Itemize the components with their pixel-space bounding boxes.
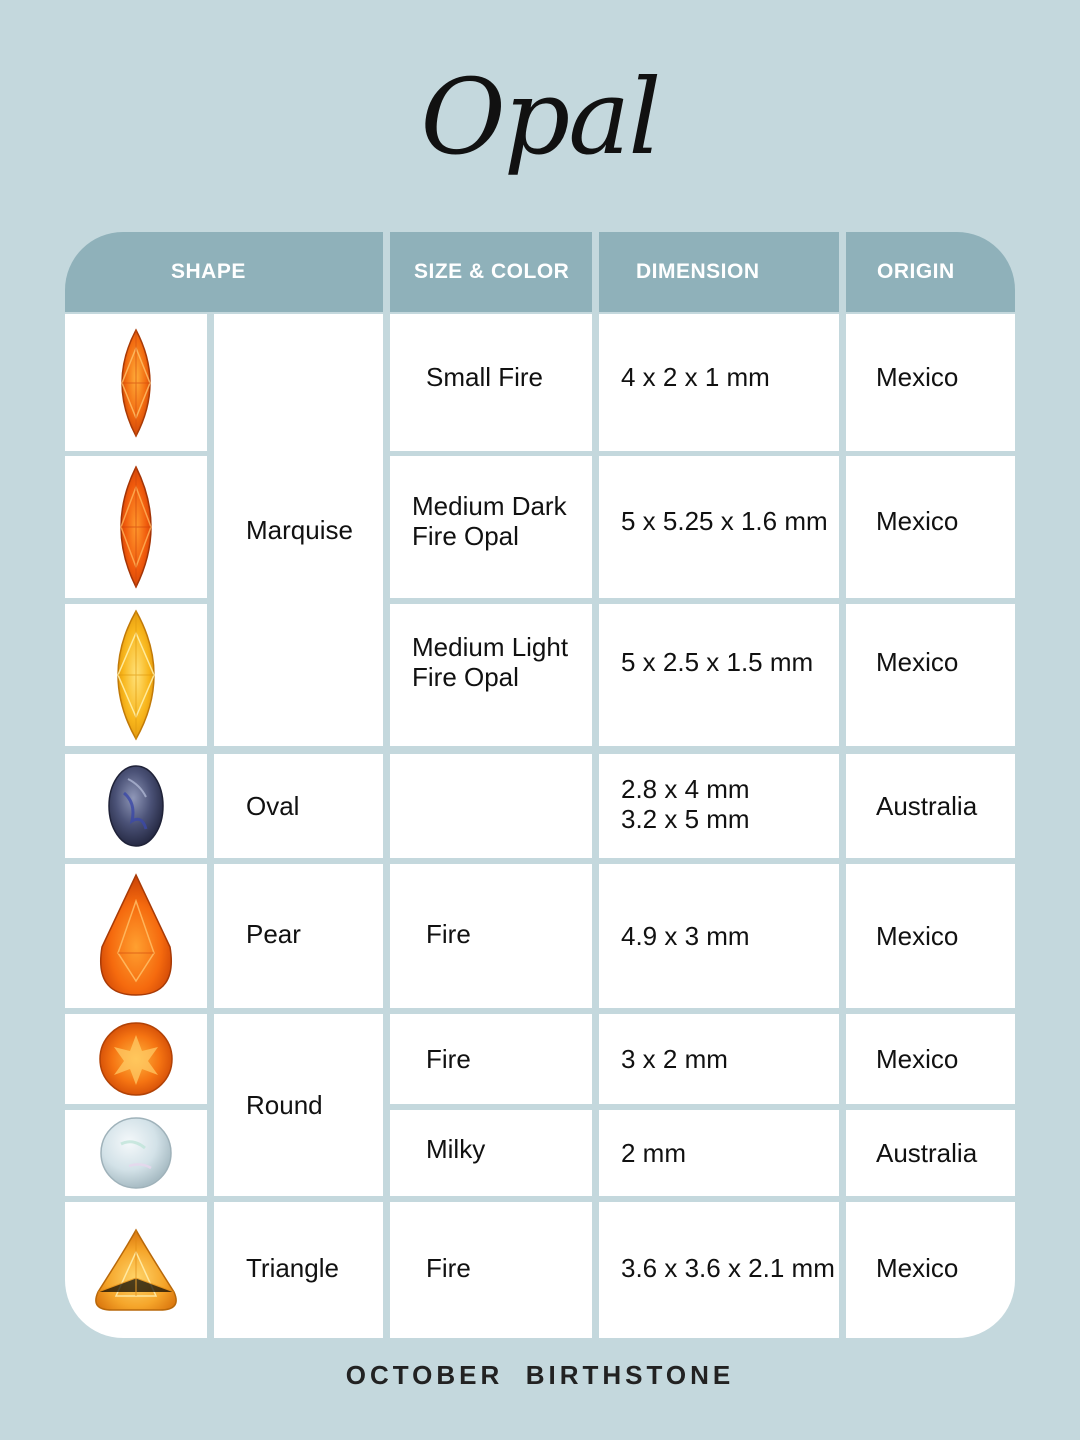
size-color-label: Medium Light Fire Opal [412, 632, 569, 692]
shape-cell-triangle [214, 1202, 383, 1338]
size-color-cell [390, 456, 592, 598]
stone-cell [65, 456, 207, 598]
origin-cell [846, 1202, 1015, 1338]
header-origin [846, 232, 1015, 312]
dimension-cell [599, 1110, 839, 1196]
header-dimension-label: DIMENSION [636, 260, 760, 283]
dimension-cell [599, 1014, 839, 1104]
size-color-cell [390, 604, 592, 746]
yellow-marquise-stone-icon [98, 609, 174, 741]
shape-cell-oval [214, 754, 383, 858]
origin-cell [846, 456, 1015, 598]
stone-cell [65, 314, 207, 451]
orange-marquise-stone-icon [106, 328, 166, 438]
size-color-label: Fire [426, 1044, 471, 1074]
origin-cell [846, 314, 1015, 451]
dimension-value: 4 x 2 x 1 mm [621, 361, 770, 392]
shape-label: Marquise [246, 515, 353, 545]
stone-cell [65, 864, 207, 1008]
header-shape-label: SHAPE [171, 260, 246, 283]
orange-round-stone-icon [98, 1021, 174, 1097]
page-title: Opal [420, 56, 660, 178]
origin-value: Mexico [876, 1044, 959, 1074]
stone-cell [65, 604, 207, 746]
size-color-cell [390, 1202, 592, 1338]
stone-cell [65, 754, 207, 858]
origin-cell [846, 1110, 1015, 1196]
dimension-value: 3 x 2 mm [621, 1044, 728, 1074]
dimension-cell [599, 456, 839, 598]
header-shape [65, 232, 383, 312]
stone-cell [65, 1110, 207, 1196]
orange-pear-stone-icon [96, 873, 176, 999]
dimension-value: 3.6 x 3.6 x 2.1 mm [621, 1253, 835, 1283]
origin-cell [846, 864, 1015, 1008]
size-color-cell [390, 314, 592, 451]
dimension-value: 5 x 5.25 x 1.6 mm [621, 506, 828, 536]
size-color-cell [390, 1014, 592, 1104]
dimension-cell [599, 754, 839, 858]
dimension-value: 4.9 x 3 mm [621, 921, 750, 951]
header-size-color [390, 232, 592, 312]
header-origin-label: ORIGIN [877, 260, 955, 283]
size-color-label: Medium Dark Fire Opal [412, 491, 567, 551]
shape-cell-round [214, 1014, 383, 1196]
dimension-cell [599, 604, 839, 746]
origin-cell [846, 1014, 1015, 1104]
stone-cell [65, 1014, 207, 1104]
origin-value: Mexico [876, 1253, 959, 1283]
dimension-value: 5 x 2.5 x 1.5 mm [621, 647, 814, 677]
blue-oval-stone-icon [106, 763, 166, 849]
origin-value: Mexico [876, 361, 959, 392]
shape-cell-pear [214, 864, 383, 1008]
origin-cell [846, 604, 1015, 746]
origin-value: Australia [876, 791, 978, 821]
footer-caption: OCTOBER BIRTHSTONE [345, 1360, 735, 1390]
stone-cell [65, 1202, 207, 1338]
shape-label: Oval [246, 791, 300, 821]
header-size-color-label: SIZE & COLOR [414, 260, 570, 283]
orange-trillion-stone-icon [90, 1226, 182, 1314]
dark-orange-marquise-stone-icon [104, 465, 168, 589]
shape-cell-marquise [214, 314, 383, 746]
dimension-value: 2 mm [621, 1138, 686, 1168]
origin-cell [846, 754, 1015, 858]
opal-table [65, 232, 1015, 1338]
dimension-cell [599, 864, 839, 1008]
header-dimension [599, 232, 839, 312]
origin-value: Mexico [876, 647, 959, 677]
dimension-value: 2.8 x 4 mm 3.2 x 5 mm [621, 774, 750, 834]
origin-value: Mexico [876, 506, 959, 536]
origin-value: Australia [876, 1138, 978, 1168]
size-color-cell [390, 864, 592, 1008]
shape-label: Pear [246, 919, 301, 949]
shape-label: Round [246, 1090, 323, 1120]
size-color-cell [390, 1110, 592, 1196]
dimension-cell [599, 314, 839, 451]
size-color-cell [390, 754, 592, 858]
shape-label: Triangle [246, 1253, 339, 1283]
milky-round-stone-icon [99, 1116, 173, 1190]
size-color-label: Fire [426, 919, 471, 949]
origin-value: Mexico [876, 921, 959, 951]
dimension-cell [599, 1202, 839, 1338]
size-color-label: Small Fire [426, 361, 544, 392]
size-color-label: Milky [426, 1134, 486, 1164]
size-color-label: Fire [426, 1253, 471, 1283]
